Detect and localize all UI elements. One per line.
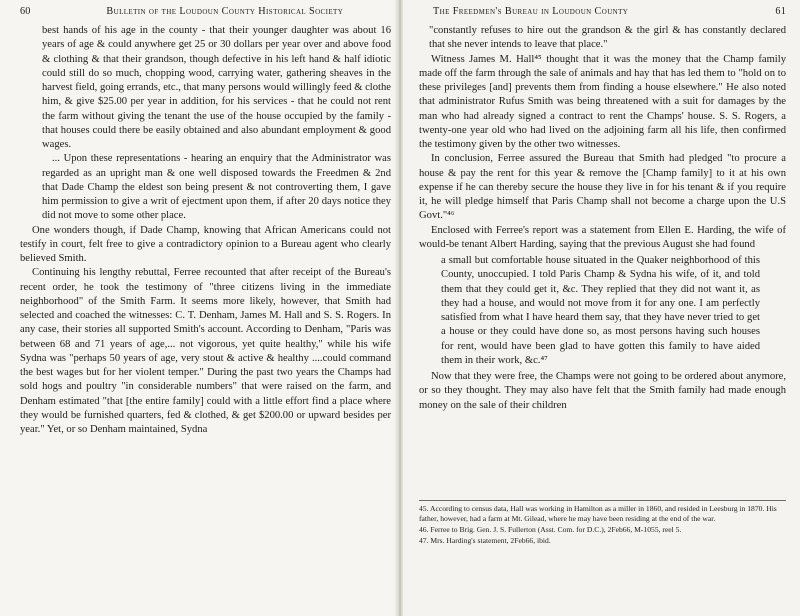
body-paragraph: Continuing his lengthy rebuttal, Ferree recounted that after receipt of the Bureau's recent order, he took the testimony of "three citizens living in the immediate neighborhood" of the Smith Farm. It seems more likely, however, that Smith had selected and coached the witnesses: C. T. Denham, James M. Hall and S. S. Rogers. In any case, their stories all supported Smith's account. According to Denham, "Paris was between 68 and 71 years of age,... not vigorous, yet quite healthy," while his wife Sydna was "perhaps 50 years of age, very stout & active & healthy ....could command the best wages but for her violent temper." During the past two years the Champs had sold hogs and poultry "in considerable numbers" that were raised on the farm, and Denham estimated "that [the entire family] could with a little effort find a place where they would be furnished quarters, fed & clothed, & get $200.00 or upward besides per year." Yet, or so Denham maintained, Sydna	[20, 267, 391, 435]
block-quote-harding	[441, 254, 760, 368]
footnotes	[419, 500, 786, 547]
footnote: 46. Ferree to Brig. Gen. J. S. Fullerton (Asst. Com. for D.C.), 2Feb66, M-1055, reel 5.	[419, 525, 682, 534]
running-head-right	[419, 6, 786, 20]
body-paragraph: Now that they were free, the Champs were not going to be ordered about anymore, or so they thought. They may also have felt that the Smith family had made enough money on the sale of their children	[419, 371, 786, 411]
right-page-text	[419, 24, 786, 413]
block-quote-paragraph: best hands of his age in the county - that their younger daughter was about 16 years of age & could anywhere get 25 or 30 dollars per year over and above food & clothing & that their grandson, though defective in his left hand & half idiotic could still do so much, chopping wood, carrying water, gathering sheaves in the harvest field, going errands, etc., that many persons would willingly feed & clothe him, & give $25.00 per year in addition, for his services - that he could not rent the farm without giving the tenant the use of the house occupied by the family - that houses could there be easily obtained and also abundant employment & good wages.	[42, 25, 391, 150]
block-quote-ferree	[42, 24, 391, 224]
left-page	[0, 0, 397, 616]
left-page-text	[20, 24, 391, 437]
running-head-title-right: The Freedmen's Bureau in Loudoun County	[433, 6, 629, 17]
block-quote-paragraph: ... Upon these representations - hearing an enquiry that the Administrator was regarded as an upright man & one well disposed towards the Freedmen & 2nd that Dade Champ the eldest son being present & not controverting them, I gave him permission to give a writ of ejectment upon them, if after 20 days notice they did not move to some other place.	[42, 153, 391, 222]
block-quote-continuation	[429, 24, 786, 53]
body-paragraph: Enclosed with Ferree's report was a statement from Ellen E. Harding, the wife of would-be tenant Albert Harding, saying that the previous August she had found	[419, 224, 786, 250]
footnote: 47. Mrs. Harding's statement, 2Feb66, ibid.	[419, 536, 551, 545]
page-number-right: 61	[775, 6, 786, 17]
right-page	[403, 0, 800, 616]
footnote: 45. According to census data, Hall was working in Hamilton as a miller in 1860, and resided in Leesburg in 1870. His father, however, had a farm at Mt. Gilead, where he may have been residing at the end of the war.	[419, 504, 777, 523]
body-paragraph: One wonders though, if Dade Champ, knowing that African Americans could not testify in court, felt free to give a contradictory opinion to a Bureau agent who clearly believed Smith.	[20, 224, 391, 264]
running-head-title-left: Bulletin of the Loudoun County Historical Society	[106, 6, 344, 17]
block-quote-paragraph: a small but comfortable house situated in the Quaker neighborhood of this County, unoccupied. I told Paris Champ & Sydna his wife, of it, and told them that they could get it, &c. They replied that they did not want it, as they had a house, and would not move from it for any one. I am perfectly satisfied from what I have heard them say, that they have never tried to get a house or they could have done so, as most persons having such houses for rent, would have been glad to have gotten this family to have aided them in their work, &c.⁴⁷	[441, 255, 760, 366]
page-number-left: 60	[20, 6, 31, 17]
body-paragraph: Witness James M. Hall⁴⁵ thought that it was the money that the Champ family made off the farm through the sale of animals and hay that has led them to "hold on to these privileges [and] prevents them from finding a house elsewhere." He also noted that administrator Rufus Smith was being threatened with a suit for damages by the man who had already signed a contract to rent the Champs' house. S. S. Rogers, a twenty-one year old who had lived on the adjoining farm all his life, then confirmed the testimony given by the other two witnesses.	[419, 53, 786, 150]
running-head-left	[20, 6, 391, 20]
block-quote-paragraph: "constantly refuses to hire out the grandson & the girl & has constantly declared that she never intends to leave that place."	[429, 25, 786, 51]
body-paragraph: In conclusion, Ferree assured the Bureau that Smith had pledged "to procure a house & pay the rent for this year & remove the [Champ family] to it at his own expense if he can thereby secure the house they live in for his tenant & if you require it, he will pledge himself that Paris Champ shall not become a charge upon the U.S Govt."⁴⁶	[419, 153, 786, 222]
